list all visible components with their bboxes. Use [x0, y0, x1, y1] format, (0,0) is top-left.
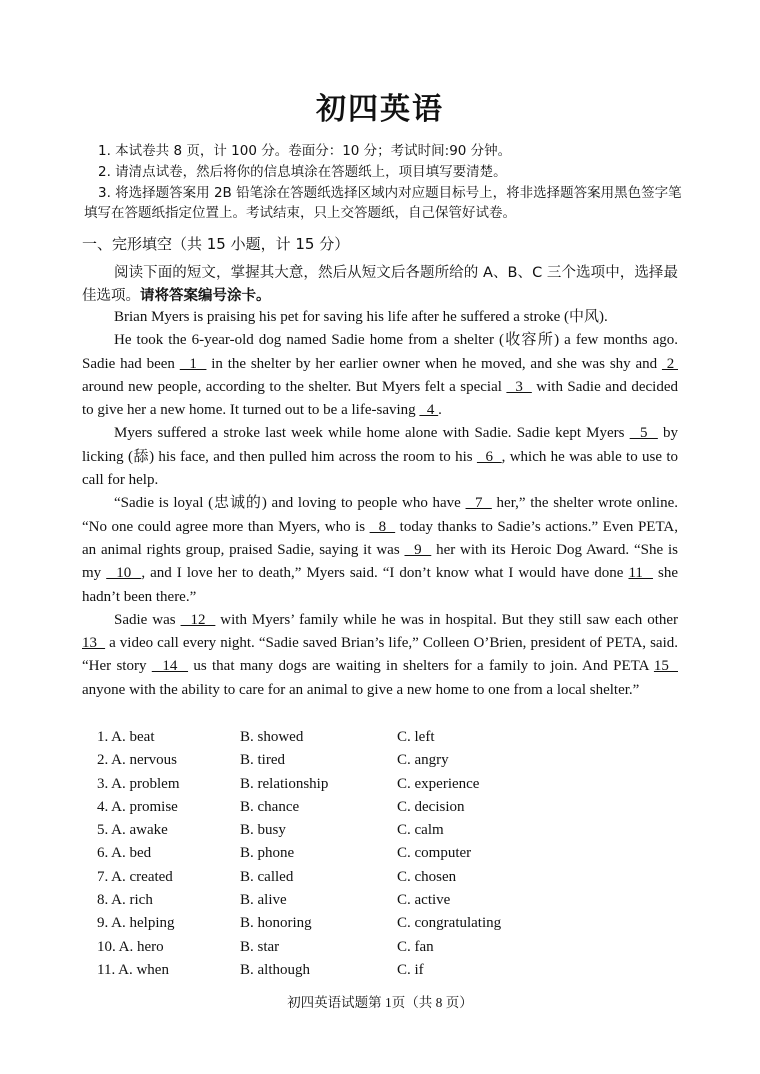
option-b: B. honoring: [240, 915, 312, 932]
option-row: [97, 726, 657, 749]
blank-4: 4: [419, 402, 439, 419]
blank-8: 8: [369, 518, 396, 535]
option-c: C. active: [397, 892, 451, 909]
option-c: C. decision: [397, 798, 465, 815]
option-row: [97, 889, 657, 912]
option-b: B. showed: [240, 729, 304, 745]
blank-9: 9: [404, 541, 432, 558]
option-b: B. alive: [240, 892, 287, 909]
instruction-note-2: 2. 请清点试卷，然后将你的信息填涂在答题纸上，项目填写要清楚。: [98, 164, 507, 180]
blank-1: 1: [179, 355, 207, 372]
option-row: [97, 912, 657, 935]
option-c: C. left: [397, 729, 435, 745]
blank-13: 13: [82, 635, 106, 652]
option-b: B. star: [240, 938, 280, 955]
blank-2: 2: [661, 355, 678, 372]
option-a: 4. A. promise: [97, 798, 178, 815]
option-row: [97, 773, 657, 796]
blank-14: 14: [151, 658, 189, 675]
option-a: 7. A. created: [97, 868, 173, 885]
option-a: 1. A. beat: [97, 729, 155, 745]
option-b: B. called: [240, 868, 294, 885]
paragraph-4: “Sadie is loyal (忠诚的) and loving to people who have 7 her,” the shelter wrote online. “No one could agree more than Myers, who is 8 today thanks to Sadie’s actions.” Even PETA, an animal rights group, praised Sadie, saying it was 9 her with its Heroic Dog Award. “She is my 10 , and I love her to death,” Myers said. “I don’t know what I would have done 11 she hadn’t been there.”: [82, 495, 679, 605]
blank-15: 15: [653, 658, 678, 675]
option-b: B. chance: [240, 798, 300, 815]
option-b: B. phone: [240, 845, 295, 862]
instruction-text: 阅读下面的短文，掌握其大意，然后从短文后各题所给的 A、B、C 三个选项中，选择最佳选项。: [82, 265, 678, 304]
instruction-note-1: 1. 本试卷共 8 页，计 100 分。卷面分：10 分；考试时间:90 分钟。: [98, 143, 512, 159]
paragraph-3: Myers suffered a stroke last week while home alone with Sadie. Sadie kept Myers 5 by licking (舔) his face, and then pulled him across the room to his 6 , which he was able to use to call for help.: [82, 425, 679, 489]
paragraph-1: Brian Myers is praising his pet for saving his life after he suffered a stroke (中风).: [114, 309, 608, 325]
option-a: 5. A. awake: [97, 822, 168, 839]
option-a: 11. A. when: [97, 961, 169, 978]
option-row: [97, 936, 657, 959]
option-row: [97, 959, 657, 982]
option-c: C. congratulating: [397, 915, 502, 932]
blank-3: 3: [506, 378, 532, 395]
option-a: 8. A. rich: [97, 892, 153, 909]
paragraph-2: He took the 6-year-old dog named Sadie home from a shelter (收容所) a few months ago. Sadie had been 1 in the shelter by her earlier owner when he moved, and she was shy and 2 around new people, according to the shelter. But Myers felt a special 3 with Sadie and decided to give her a new home. It turned out to be a life-saving 4 .: [82, 332, 679, 419]
option-row: [97, 749, 657, 772]
option-a: 3. A. problem: [97, 775, 180, 792]
blank-10: 10: [106, 565, 142, 582]
blank-6: 6: [476, 448, 502, 465]
blank-7: 7: [465, 495, 492, 512]
option-row: [97, 842, 657, 865]
option-a: 9. A. helping: [97, 915, 175, 932]
answer-options: [97, 726, 657, 982]
page-title: 初四英语: [316, 92, 444, 127]
cloze-passage: [82, 306, 678, 702]
instruction-note-3: 3. 将选择题答案用 2B 铅笔涂在答题纸选择区域内对应题目标号上，将非选择题答案用黑色签字笔填写在答题纸指定位置上。考试结束，只上交答题纸，自己保管好试卷。: [84, 185, 682, 221]
option-c: C. computer: [397, 845, 472, 862]
option-b: B. busy: [240, 822, 286, 839]
page-footer: 初四英语试题第 1页（共 8 页）: [287, 995, 473, 1010]
option-row: [97, 796, 657, 819]
option-a: 10. A. hero: [97, 938, 164, 955]
option-a: 2. A. nervous: [97, 752, 177, 769]
section-heading: 一、完形填空（共 15 小题，计 15 分）: [82, 235, 350, 253]
option-a: 6. A. bed: [97, 845, 152, 862]
section-instruction: [82, 262, 678, 308]
option-c: C. angry: [397, 752, 449, 769]
option-c: C. experience: [397, 775, 480, 792]
option-b: B. although: [240, 961, 310, 978]
option-row: [97, 866, 657, 889]
option-b: B. relationship: [240, 775, 329, 792]
option-c: C. fan: [397, 938, 434, 955]
instruction-bold: 请将答案编号涂卡。: [140, 288, 271, 304]
paragraph-5: Sadie was 12 with Myers’ family while he was in hospital. But they still saw each other 13 a video call every night. “Sadie saved Brian’s life,” Colleen O’Brien, president of PETA, said. “Her story 14 us that many dogs are waiting in shelters for a family to join. And PETA 15 anyone with the ability to care for an animal to give a new home to one from a local shelter.”: [82, 611, 679, 698]
option-b: B. tired: [240, 752, 285, 769]
option-c: C. chosen: [397, 868, 457, 885]
blank-11: 11: [628, 565, 653, 582]
option-c: C. calm: [397, 822, 444, 839]
blank-12: 12: [180, 611, 216, 628]
option-c: C. if: [397, 961, 424, 978]
blank-5: 5: [629, 425, 658, 442]
option-row: [97, 819, 657, 842]
